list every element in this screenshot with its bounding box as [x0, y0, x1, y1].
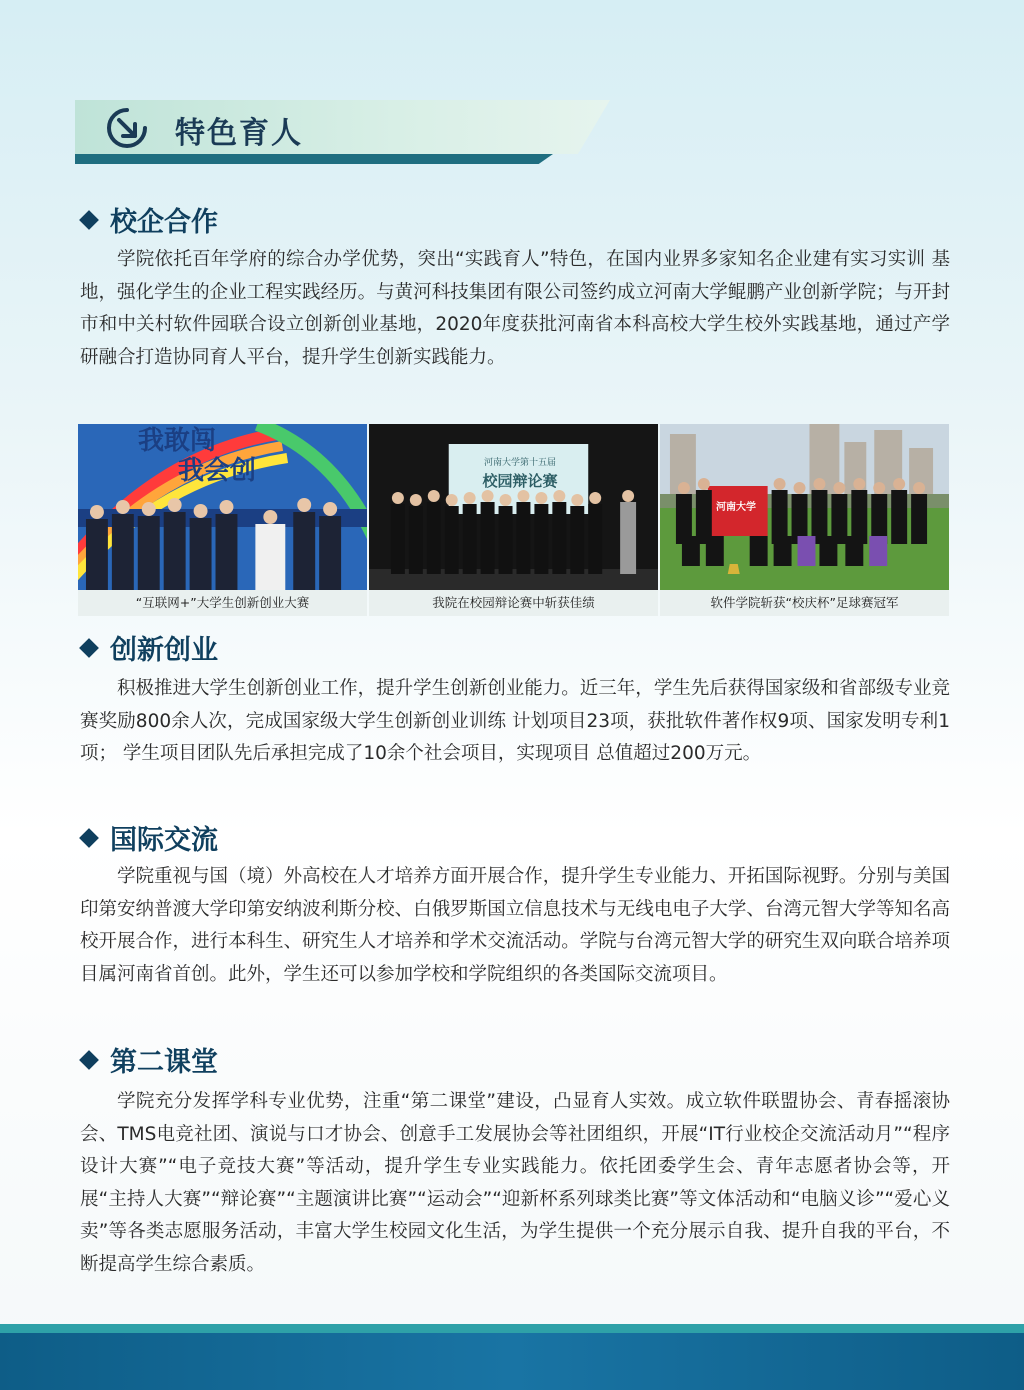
banner-band	[75, 100, 610, 154]
photo-debate-contest	[369, 424, 658, 616]
photo-caption: 我院在校园辩论赛中斩获佳绩	[369, 590, 658, 616]
photo-caption: 软件学院斩获“校庆杯”足球赛冠军	[660, 590, 949, 616]
diamond-bullet-icon	[79, 1050, 99, 1070]
photo-strip	[78, 424, 949, 616]
section-paragraph-innovation: 积极推进大学生创新创业工作，提升学生创新创业能力。近三年，学生先后获得国家级和省部级专业竞赛奖励800余人次，完成国家级大学生创新创业训练 计划项目23项，获批软件著作权9项、国家发明专利1项； 学生项目团队先后承担完成了10余个社会项目，实现项目 总值超过200万元。	[80, 678, 950, 764]
debate-backdrop-text: 河南大学第十五届 校园辩论赛	[482, 458, 558, 490]
photo-caption: “互联网+”大学生创新创业大赛	[78, 590, 367, 616]
diamond-bullet-icon	[79, 210, 99, 230]
section-paragraph-cooperation: 学院依托百年学府的综合办学优势，突出“实践育人”特色，在国内业界多家知名企业建有实习实训 基地，强化学生的企业工程实践经历。与黄河科技集团有限公司签约成立河南大学鲲鹏产业创新学院；与开封市和中关村软件园联合设立创新创业基地，2020年度获批河南省本科高校大学生校外实践基地，通过产学研融合打造协同育人平台，提升学生创新实践能力。	[80, 249, 950, 368]
football-photo-image	[660, 424, 949, 590]
arrow-circle-icon	[105, 106, 149, 150]
section-heading-second-classroom	[78, 1040, 218, 1079]
contest-sign-text: 我敢闯 我会创	[138, 426, 257, 486]
section-heading-text: 国际交流	[110, 825, 218, 856]
photo-football-cup	[660, 424, 949, 616]
section-heading-text: 第二课堂	[110, 1047, 218, 1078]
footer-accent-stripe	[0, 1324, 1024, 1333]
section-heading-text: 创新创业	[110, 635, 218, 666]
photo-innovation-contest	[78, 424, 367, 616]
banner-underline	[75, 154, 553, 164]
section-heading-cooperation	[78, 200, 218, 239]
diamond-bullet-icon	[79, 638, 99, 658]
football-banner-text: 河南大学	[716, 502, 756, 513]
section-heading-international	[78, 818, 218, 857]
section-paragraph-second-classroom: 学院充分发挥学科专业优势，注重“第二课堂”建设，凸显育人实效。成立软件联盟协会、青春摇滚协会、TMS电竞社团、演说与口才协会、创意手工发展协会等社团组织，开展“IT行业校企交流活动月”“程序设计大赛”“电子竞技大赛”等活动，提升学生专业实践能力。依托团委学生会、青年志愿者协会等，开展“主持人大赛”“辩论赛”“主题演讲比赛”“运动会”“迎新杯系列球类比赛”等文体活动和“电脑义诊”“爱心义卖”等各类志愿服务活动，丰富大学生校园文化生活，为学生提供一个充分展示自我、提升自我的平台，不断提高学生综合素质。	[80, 1091, 950, 1275]
section-heading-innovation	[78, 628, 218, 667]
banner-title: 特色育人	[175, 116, 303, 151]
section-paragraph-international: 学院重视与国（境）外高校在人才培养方面开展合作，提升学生专业能力、开拓国际视野。分别与美国印第安纳普渡大学印第安纳波利斯分校、白俄罗斯国立信息技术与无线电电子大学、台湾元智大学等知名高校开展合作，进行本科生、研究生人才培养和学术交流活动。学院与台湾元智大学的研究生双向联合培养项目属河南省首创。此外，学生还可以参加学校和学院组织的各类国际交流项目。	[80, 866, 950, 985]
contest-photo-image	[78, 424, 367, 590]
section-heading-text: 校企合作	[110, 207, 218, 238]
section-banner	[75, 100, 610, 166]
debate-photo-image	[369, 424, 658, 590]
footer-band	[0, 1324, 1024, 1390]
diamond-bullet-icon	[79, 828, 99, 848]
